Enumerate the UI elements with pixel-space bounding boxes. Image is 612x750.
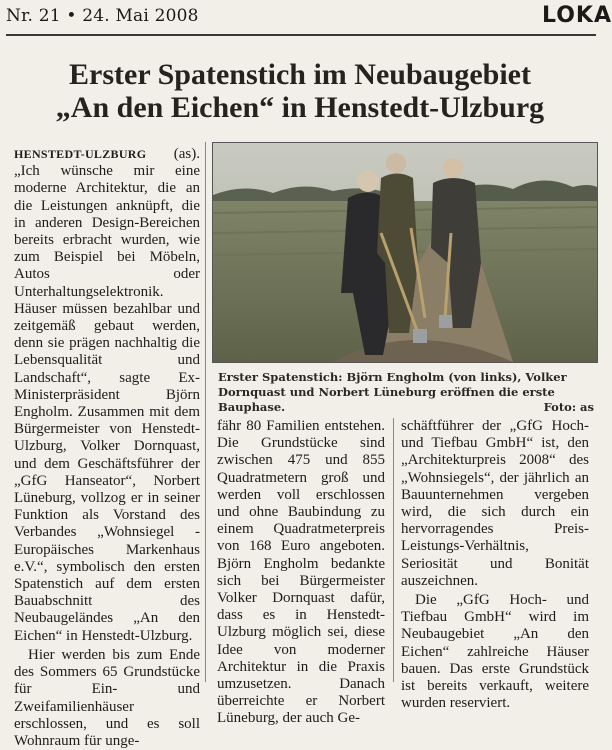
paragraph: Die „GfG Hoch- und Tiefbau GmbH“ wird im Neubaugebiet „An den Eichen“ zahlreiche Häuser bauen. Das erste Grundstück ist bereits verkauft, weitere wurden reserviert. [401, 592, 589, 712]
column-divider [393, 418, 394, 682]
section-label: LOKA [542, 3, 612, 28]
issue-date: Nr. 21 • 24. Mai 2008 [6, 6, 199, 26]
photo-credit: Foto: as [543, 400, 594, 414]
dateline: HENSTEDT-ULZBURG [14, 147, 147, 161]
article-headline [0, 58, 600, 124]
paragraph: schäftführer der „GfG Hoch- und Tiefbau GmbH“ ist, den „Architekturpreis 2008“ des „Wohnsiegels“, der jährlich an Bauunternehmen vergeben wird, die sich durch ein hervorragendes Preis-Leistungs-Verhältnis, Seriosität und Bonität auszeichnen. [401, 418, 589, 589]
article-column-2 [217, 418, 385, 728]
paragraph: fähr 80 Familien entstehen. Die Grundstücke sind zwischen 475 und 855 Quadratmetern groß und werden voll erschlossen und ohne Baubindung zu einem Quadratmeterpreis von 168 Euro angeboten. Björn Engholm bedankte sich bei Bürgermeister Volker Dornquast dafür, dass es in Henstedt-Ulzburg möglich sei, diese Idee von moderner Architektur in die Praxis umzusetzen. Danach überreichte er Norbert Lüneburg, der auch Ge- [217, 418, 385, 727]
page-header [0, 0, 612, 34]
photo-caption [218, 370, 594, 415]
caption-text: Erster Spatenstich: Björn Engholm (von links), Volker Dornquast und Norbert Lüneburg eröffnen die erste Bauphase. [218, 370, 567, 414]
article-photo [212, 142, 598, 363]
paragraph [14, 146, 200, 645]
article-column-3 [401, 418, 589, 712]
header-rule [6, 34, 596, 36]
headline-line-2: „An den Eichen“ in Henstedt-Ulzburg [55, 91, 545, 124]
column-divider [205, 142, 206, 682]
article-column-1 [14, 146, 200, 750]
photo-groundbreaking [213, 143, 597, 362]
paragraph-text: (as). „Ich wünsche mir eine moderne Architektur, die an die Leistungen anknüpft, die in anderen Design-Bereichen bereits erbracht wurden, wie zum Beispiel bei Möbeln, Autos oder Unterhaltungselektronik. Häuser müssen bezahlbar und zeitgemäß gebaut werden, denn sie prägen nachhaltig die Lebensqualität und Landschaft“, sagte Ex-Ministerpräsident Björn Engholm. Zusammen mit dem Bürgermeister von Henstedt-Ulzburg, Volker Dornquast, und dem Geschäftsführer der „GfG Hanseator“, Norbert Lüneburg, vollzog er in seiner Funktion als Vorstand des Verbandes „Wohnsiegel - Europäisches Markenhaus e.V.“, symbolisch den ersten Spatenstich auf dem ersten Bauabschnitt des Neubaugeländes „An den Eichen“ in Henstedt-Ulzburg. [14, 146, 200, 644]
headline-line-1: Erster Spatenstich im Neubaugebiet [69, 58, 531, 91]
paragraph: Hier werden bis zum Ende des Sommers 65 Grundstücke für Ein- und Zweifamilienhäuser erschlossen, und es soll Wohnraum für unge- [14, 646, 200, 749]
